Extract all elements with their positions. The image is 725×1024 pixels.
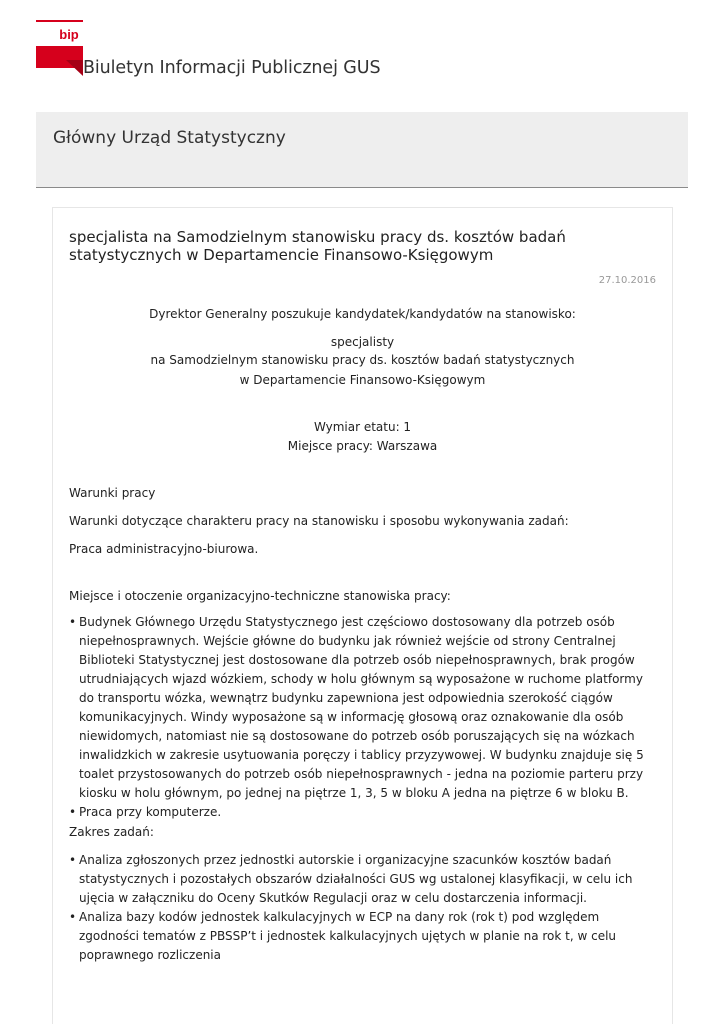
detail-line: Wymiar etatu: 1: [313, 420, 412, 434]
detail-line: Miejsce pracy: Warszawa: [287, 439, 438, 453]
list-item: • Budynek Głównego Urzędu Statystycznego jest częściowo dostosowany dla potrzeb osób niepełnosprawnych. Wejście główne do budynku jak również wejście od strony Centralnej Biblioteki Statystycznej jest dostosowane dla potrzeb osób niepełnosprawnych, brak progów utrudniających wjazd wózkiem, schody w holu głównym są wyposażone w ruchome platformy do transportu wózka, wewnątrz budynku zapewniona jest odpowiednia szerokość ciągów komunikacyjnych. Windy wyposażone są w informację głosową oraz oznakowanie dla osób niewidomych, natomiast nie są dostosowane do potrzeb osób poruszających się na wózkach inwalidzkich w zakresie usytuowania poręczy i tablicy przyzywowej. W budynku znajduje się 5 toalet przystosowanych do potrzeb osób niepełnosprawnych - jedna na poziomie parteru przy kiosku w holu głównym, po jednej na piętrze 1, 3, 5 w bloku A jedna na piętrze 6 w bloku B.: [69, 613, 659, 803]
position-line: specjalisty: [330, 335, 395, 349]
tasks-heading: Zakres zadań:: [69, 825, 154, 839]
list-item: • Analiza bazy kodów jednostek kalkulacyjnych w ECP na dany rok (rok t) pod względem zgodności tematów z PBSSP’t i jednostek kalkulacyjnych ujętych w planie na rok t, w celu poprawnego rozliczenia: [69, 908, 659, 965]
logo-text: bip: [59, 27, 79, 42]
article-card: [52, 207, 673, 1024]
article-title: specjalista na Samodzielnym stanowisku pracy ds. kosztów badań statystycznych w Departamencie Finansowo-Księgowym: [69, 228, 566, 264]
conditions-subheading: Warunki dotyczące charakteru pracy na stanowisku i sposobu wykonywania zadań:: [69, 514, 569, 528]
tasks-list: [69, 851, 659, 965]
intro-text: Dyrektor Generalny poszukuje kandydatek/kandydatów na stanowisko:: [149, 307, 576, 321]
position-line: na Samodzielnym stanowisku pracy ds. kosztów badań statystycznych: [150, 353, 575, 367]
list-item: • Analiza zgłoszonych przez jednostki autorskie i organizacyjne szacunków kosztów badań statystycznych i pozostałych obszarów działalności GUS wg ustalonej klasyfikacji, w celu ich ujęcia w załączniku do Oceny Skutków Regulacji oraz w celu dostarczenia informacji.: [69, 851, 659, 908]
article-date: 27.10.2016: [598, 275, 656, 286]
conditions-text: Praca administracyjno-biurowa.: [69, 542, 259, 556]
org-name[interactable]: Główny Urząd Statystyczny: [53, 128, 286, 148]
position-line: w Departamencie Finansowo-Księgowym: [239, 373, 486, 387]
environment-heading: Miejsce i otoczenie organizacyjno-techniczne stanowiska pracy:: [69, 589, 451, 603]
conditions-heading: Warunki pracy: [69, 486, 156, 500]
org-header: [36, 112, 688, 188]
bip-logo[interactable]: [36, 20, 83, 76]
environment-list: [69, 613, 659, 822]
logo-top-line: [36, 20, 83, 22]
site-title[interactable]: Biuletyn Informacji Publicznej GUS: [83, 58, 381, 78]
list-item: • Praca przy komputerze.: [69, 803, 659, 822]
